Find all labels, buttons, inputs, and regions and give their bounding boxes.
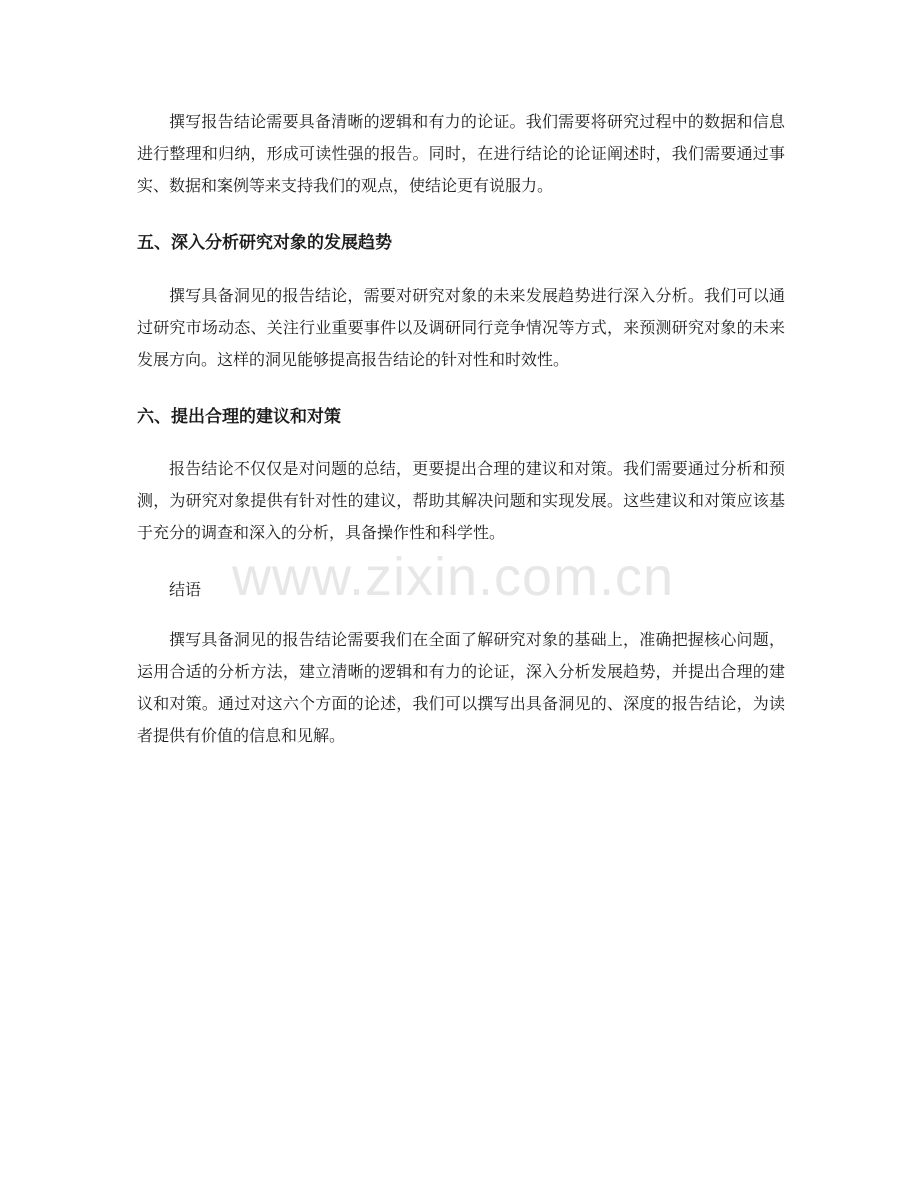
paragraph-argumentation: 撰写报告结论需要具备清晰的逻辑和有力的论证。我们需要将研究过程中的数据和信息进行整理和归纳，形成可读性强的报告。同时，在进行结论的论证阐述时，我们需要通过事实、数据和案例等来支持我们的观点，使结论更有说服力。 (137, 112, 785, 195)
paragraph-trend-analysis: 撰写具备洞见的报告结论，需要对研究对象的未来发展趋势进行深入分析。我们可以通过研究市场动态、关注行业重要事件以及调研同行竞争情况等方式，来预测研究对象的未来发展方向。这样的洞见能够提高报告结论的针对性和时效性。 (137, 286, 785, 369)
paragraph-conclusion: 撰写具备洞见的报告结论需要我们在全面了解研究对象的基础上，准确把握核心问题，运用合适的分析方法，建立清晰的逻辑和有力的论证，深入分析发展趋势，并提出合理的建议和对策。通过对这六个方面的论述，我们可以撰写出具备洞见的、深度的报告结论，为读者提供有价值的信息和见解。 (137, 630, 785, 745)
conclusion-label: 结语 (169, 580, 202, 599)
paragraph-suggestions: 报告结论不仅仅是对问题的总结，更要提出合理的建议和对策。我们需要通过分析和预测，为研究对象提供有针对性的建议，帮助其解决问题和实现发展。这些建议和对策应该基于充分的调查和深入的分析，具备操作性和科学性。 (137, 459, 785, 542)
section-heading-5: 五、深入分析研究对象的发展趋势 (137, 233, 392, 253)
watermark: www.zixin.com.cn (232, 547, 675, 607)
section-heading-6: 六、提出合理的建议和对策 (137, 407, 341, 427)
